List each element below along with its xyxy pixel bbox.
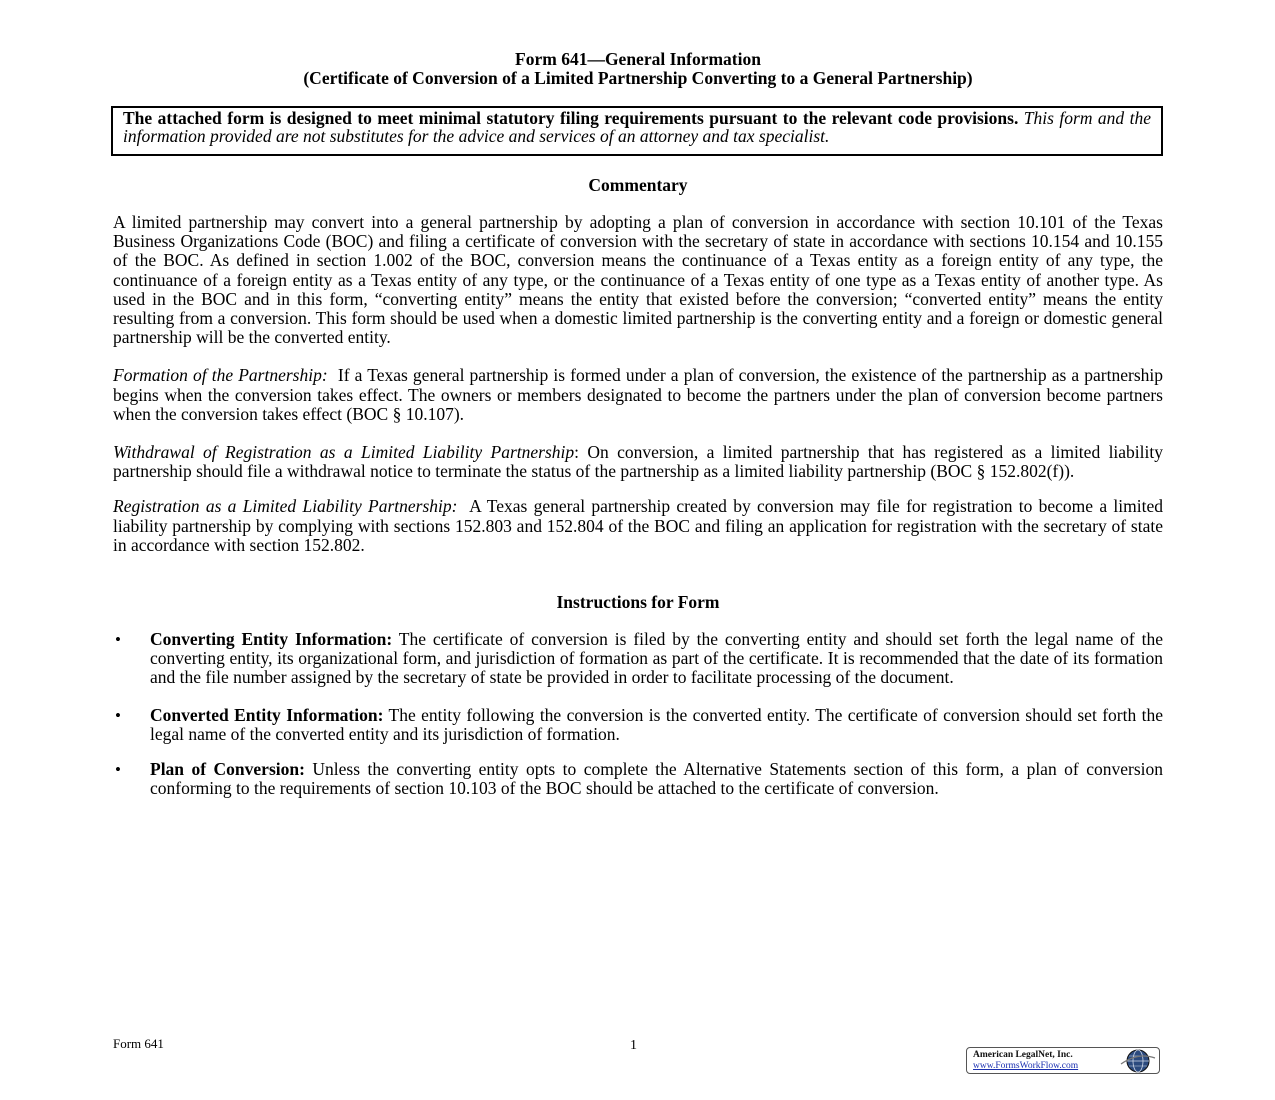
instructions-heading: Instructions for Form [556, 592, 720, 613]
list-item [113, 706, 1163, 744]
american-legalnet-logo[interactable] [966, 1047, 1160, 1074]
list-item [113, 630, 1163, 688]
item-text: The entity following the conversion is the converted entity. The certificate of conversion should set forth the legal name of the converted entity and its jurisdiction of formation. [150, 704, 1163, 744]
disclaimer-italic-text: This form and the information provided are not substitutes for the advice and services of an attorney and tax specialist. [123, 108, 1152, 146]
withdrawal-paragraph [113, 443, 1163, 481]
footer-form-label: Form 641 [113, 1036, 164, 1051]
item-label: Plan of Conversion: [150, 759, 305, 780]
disclaimer-box [111, 106, 1163, 156]
bullet-icon: • [115, 705, 121, 725]
form-title-line1: Form 641—General Information [515, 49, 761, 69]
bullet-icon: • [115, 760, 121, 780]
bullet-icon: • [115, 630, 121, 650]
withdrawal-label: Withdrawal of Registration as a Limited Liability Partnership [113, 442, 575, 463]
list-item [113, 760, 1163, 798]
registration-paragraph [113, 497, 1163, 555]
instructions-list [113, 630, 1163, 798]
form-title-line2: (Certificate of Conversion of a Limited Partnership Converting to a General Partnership) [303, 68, 973, 88]
formation-paragraph [113, 366, 1163, 424]
document-page [113, 50, 1163, 798]
logo-url-link[interactable]: www.FormsWorkFlow.com [973, 1061, 1079, 1071]
item-text: Unless the converting entity opts to complete the Alternative Statements section of this form, a plan of conversion conforming to the requirements of section 10.103 of the BOC should be attached to the certificate of conversion. [150, 759, 1163, 799]
disclaimer-bold-text: The attached form is designed to meet minimal statutory filing requirements pursuant to the relevant code provisions. [123, 108, 1019, 128]
withdrawal-text: : On conversion, a limited partnership that has registered as a limited liability partnership should file a withdrawal notice to terminate the status of the partnership as a limited liability partnership (BOC § 152.802(f)). [113, 442, 1164, 482]
commentary-heading: Commentary [588, 175, 688, 195]
commentary-paragraph-1: A limited partnership may convert into a general partnership by adopting a plan of conversion in accordance with section 10.101 of the Texas Business Organizations Code (BOC) and filing a certificate of conversion with the secretary of state in accordance with sections 10.154 and 10.155 of the BOC. As defined in section 1.002 of the BOC, conversion means the continuance of a Texas entity as a foreign entity of any type, the continuance of a foreign entity as a Texas entity of any type, or the continuance of a Texas entity of one type as a Texas entity of another type. As used in the BOC and in this form, “converting entity” means the entity that existed before the conversion; “converted entity” means the entity resulting from a conversion. This form should be used when a domestic limited partnership is the converting entity and a foreign or domestic general partnership will be the converted entity. [113, 212, 1163, 348]
registration-label: Registration as a Limited Liability Partnership: [113, 496, 458, 517]
logo-company-name: American LegalNet, Inc. [973, 1050, 1073, 1060]
formation-label: Formation of the Partnership: [113, 365, 328, 386]
page-number: 1 [630, 1038, 637, 1053]
item-text: The certificate of conversion is filed by the converting entity and should set forth the legal name of the converting entity, its organizational form, and jurisdiction of formation as part of the certificate. It is recommended that the date of its formation and the file number assigned by the secretary of state be provided in order to facilitate processing of the document. [150, 629, 1163, 688]
item-label: Converting Entity Information: [150, 629, 393, 650]
formation-text: If a Texas general partnership is formed under a plan of conversion, the existence of the partnership as a partnership begins when the conversion takes effect. The owners or members designated to become the partners under the plan of conversion become partners when the conversion takes effect (BOC § 10.107). [113, 365, 1163, 424]
registration-text: A Texas general partnership created by conversion may file for registration to become a limited liability partnership by complying with sections 152.803 and 152.804 of the BOC and filing an application for registration with the secretary of state in accordance with section 152.802. [113, 496, 1163, 555]
item-label: Converted Entity Information: [150, 704, 384, 725]
globe-icon [1119, 1048, 1157, 1074]
